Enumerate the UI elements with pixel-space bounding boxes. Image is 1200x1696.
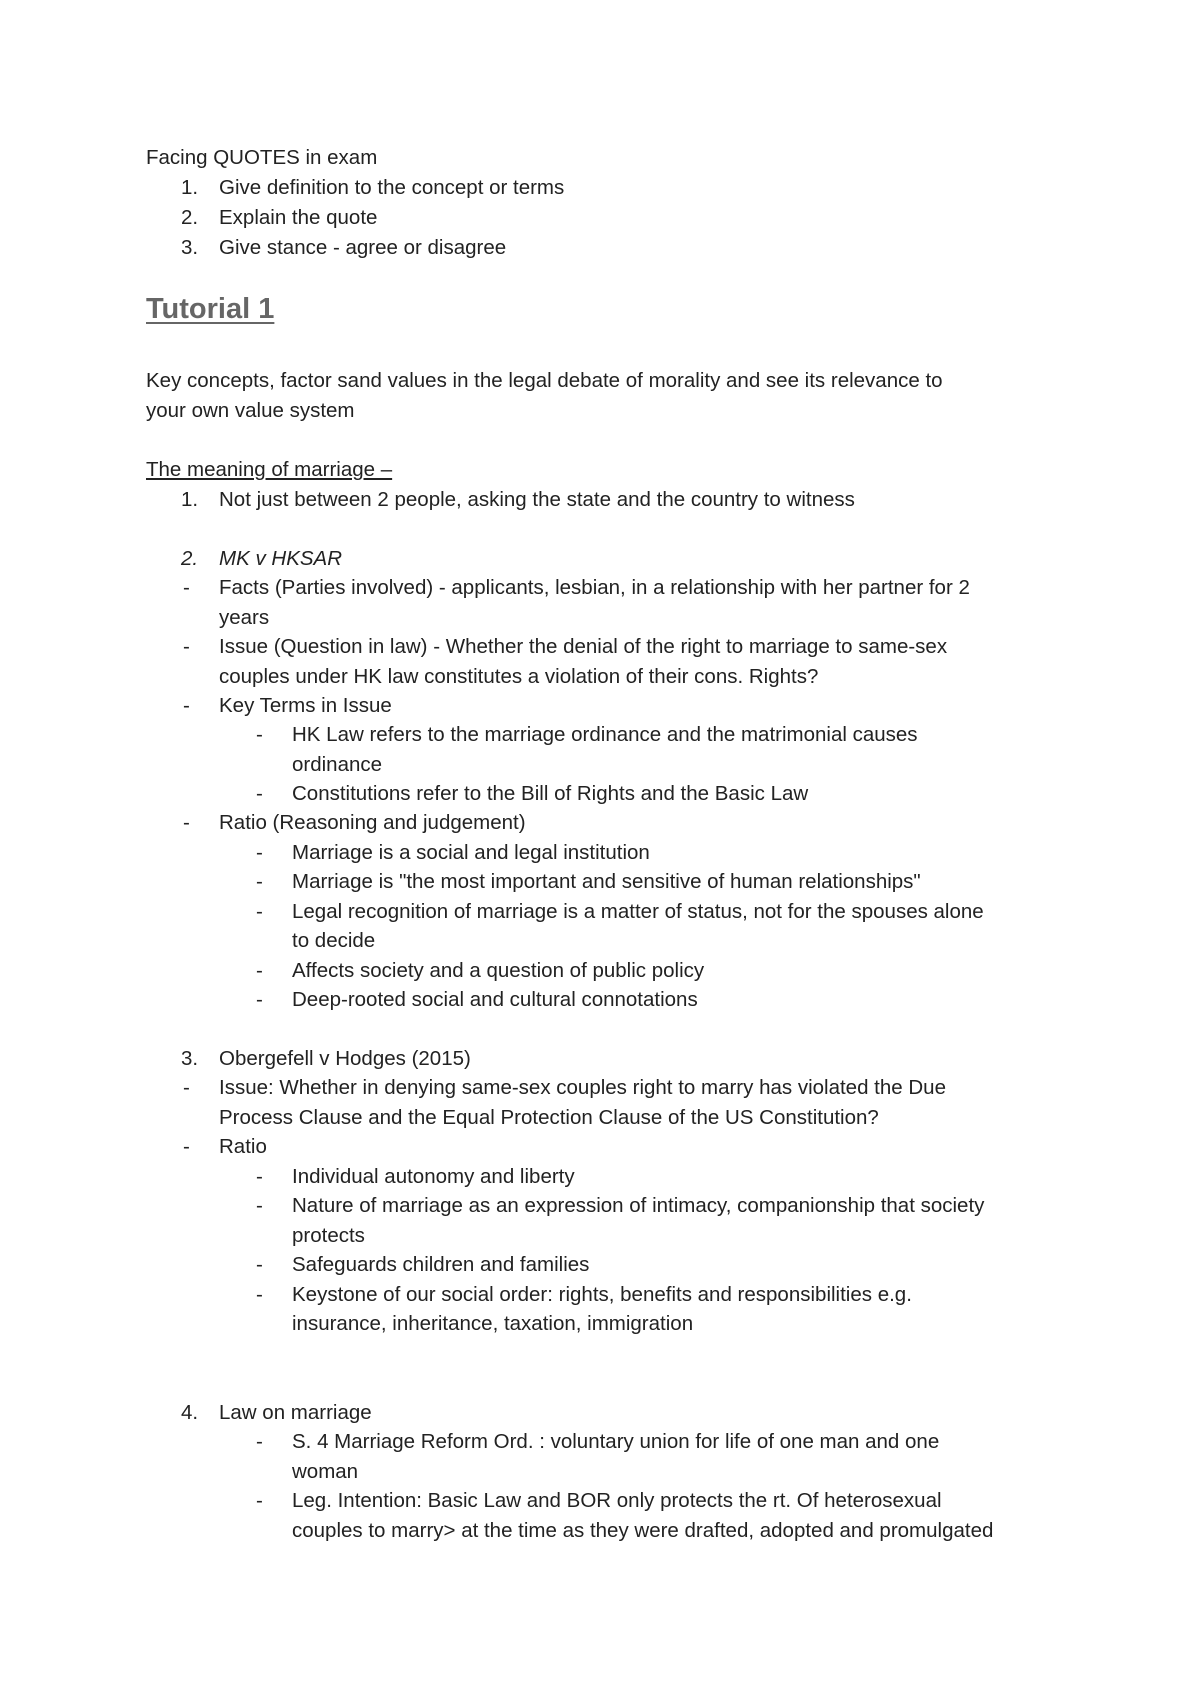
bullet-text: couples under HK law constitutes a violation of their cons. Rights?	[219, 665, 819, 688]
sub-bullet-dash: -	[256, 1194, 263, 1217]
sub-bullet-dash: -	[256, 1430, 263, 1453]
bullet-text: Process Clause and the Equal Protection Clause of the US Constitution?	[219, 1106, 879, 1129]
item-number: 1.	[181, 488, 199, 511]
bullet-dash: -	[183, 811, 190, 834]
sub-bullet-dash: -	[256, 959, 263, 982]
sub-bullet-dash: -	[256, 900, 263, 923]
sub-bullet-text: Affects society and a question of public policy	[292, 959, 705, 982]
sub-bullet-text: Legal recognition of marriage is a matter of status, not for the spouses alone	[292, 900, 984, 923]
sub-bullet-dash: -	[256, 1253, 263, 1276]
sub-bullet-text: Leg. Intention: Basic Law and BOR only protects the rt. Of heterosexual	[292, 1489, 942, 1512]
sub-bullet-text: Individual autonomy and liberty	[292, 1165, 575, 1188]
intro-step: Explain the quote	[219, 206, 378, 229]
item-number: 3.	[181, 1047, 199, 1070]
key-concepts-line: Key concepts, factor sand values in the legal debate of morality and see its relevance to	[146, 369, 943, 392]
sub-bullet-text: Marriage is "the most important and sensitive of human relationships"	[292, 870, 921, 893]
intro-step-number: 2.	[181, 206, 199, 229]
sub-bullet-dash: -	[256, 1165, 263, 1188]
sub-bullet-text: HK Law refers to the marriage ordinance and the matrimonial causes	[292, 723, 918, 746]
sub-bullet-text: to decide	[292, 929, 376, 952]
sub-bullet-text: Constitutions refer to the Bill of Rights and the Basic Law	[292, 782, 809, 805]
intro-step: Give definition to the concept or terms	[219, 176, 565, 199]
sub-bullet-dash: -	[256, 723, 263, 746]
intro-step-number: 3.	[181, 236, 199, 259]
intro-step: Give stance - agree or disagree	[219, 236, 507, 259]
key-concepts-line: your own value system	[146, 399, 355, 422]
bullet-dash: -	[183, 1135, 190, 1158]
section-title: Law on marriage	[219, 1401, 372, 1424]
sub-bullet-text: Safeguards children and families	[292, 1253, 590, 1276]
item-text: Not just between 2 people, asking the state and the country to witness	[219, 488, 855, 511]
sub-bullet-dash: -	[256, 841, 263, 864]
item-number: 2.	[181, 547, 199, 570]
bullet-text: Facts (Parties involved) - applicants, lesbian, in a relationship with her partner for 2	[219, 576, 970, 599]
bullet-dash: -	[183, 694, 190, 717]
bullet-text: Ratio	[219, 1135, 267, 1158]
sub-bullet-text: S. 4 Marriage Reform Ord. : voluntary union for life of one man and one	[292, 1430, 940, 1453]
sub-bullet-text: Keystone of our social order: rights, benefits and responsibilities e.g.	[292, 1283, 912, 1306]
sub-bullet-dash: -	[256, 988, 263, 1011]
sub-bullet-text: Nature of marriage as an expression of intimacy, companionship that society	[292, 1194, 985, 1217]
bullet-text: Ratio (Reasoning and judgement)	[219, 811, 526, 834]
sub-bullet-text: insurance, inheritance, taxation, immigration	[292, 1312, 694, 1335]
sub-bullet-text: Deep-rooted social and cultural connotations	[292, 988, 698, 1011]
sub-bullet-text: woman	[292, 1460, 359, 1483]
bullet-text: Issue: Whether in denying same-sex couples right to marry has violated the Due	[219, 1076, 946, 1099]
bullet-text: years	[219, 606, 270, 629]
bullet-dash: -	[183, 576, 190, 599]
sub-bullet-dash: -	[256, 870, 263, 893]
case-title: MK v HKSAR	[219, 547, 343, 570]
bullet-dash: -	[183, 1076, 190, 1099]
sub-bullet-dash: -	[256, 782, 263, 805]
intro-step-number: 1.	[181, 176, 199, 199]
case-title: Obergefell v Hodges (2015)	[219, 1047, 471, 1070]
sub-bullet-dash: -	[256, 1283, 263, 1306]
section-title: The meaning of marriage –	[146, 458, 393, 481]
item-number: 4.	[181, 1401, 199, 1424]
sub-bullet-text: ordinance	[292, 753, 383, 776]
bullet-text: Issue (Question in law) - Whether the denial of the right to marriage to same-sex	[219, 635, 948, 658]
sub-bullet-text: protects	[292, 1224, 365, 1247]
sub-bullet-text: couples to marry> at the time as they were drafted, adopted and promulgated	[292, 1519, 994, 1542]
bullet-dash: -	[183, 635, 190, 658]
sub-bullet-text: Marriage is a social and legal institution	[292, 841, 650, 864]
intro-title: Facing QUOTES in exam	[146, 146, 378, 169]
sub-bullet-dash: -	[256, 1489, 263, 1512]
bullet-text: Key Terms in Issue	[219, 694, 392, 717]
tutorial-heading: Tutorial 1	[146, 293, 275, 325]
